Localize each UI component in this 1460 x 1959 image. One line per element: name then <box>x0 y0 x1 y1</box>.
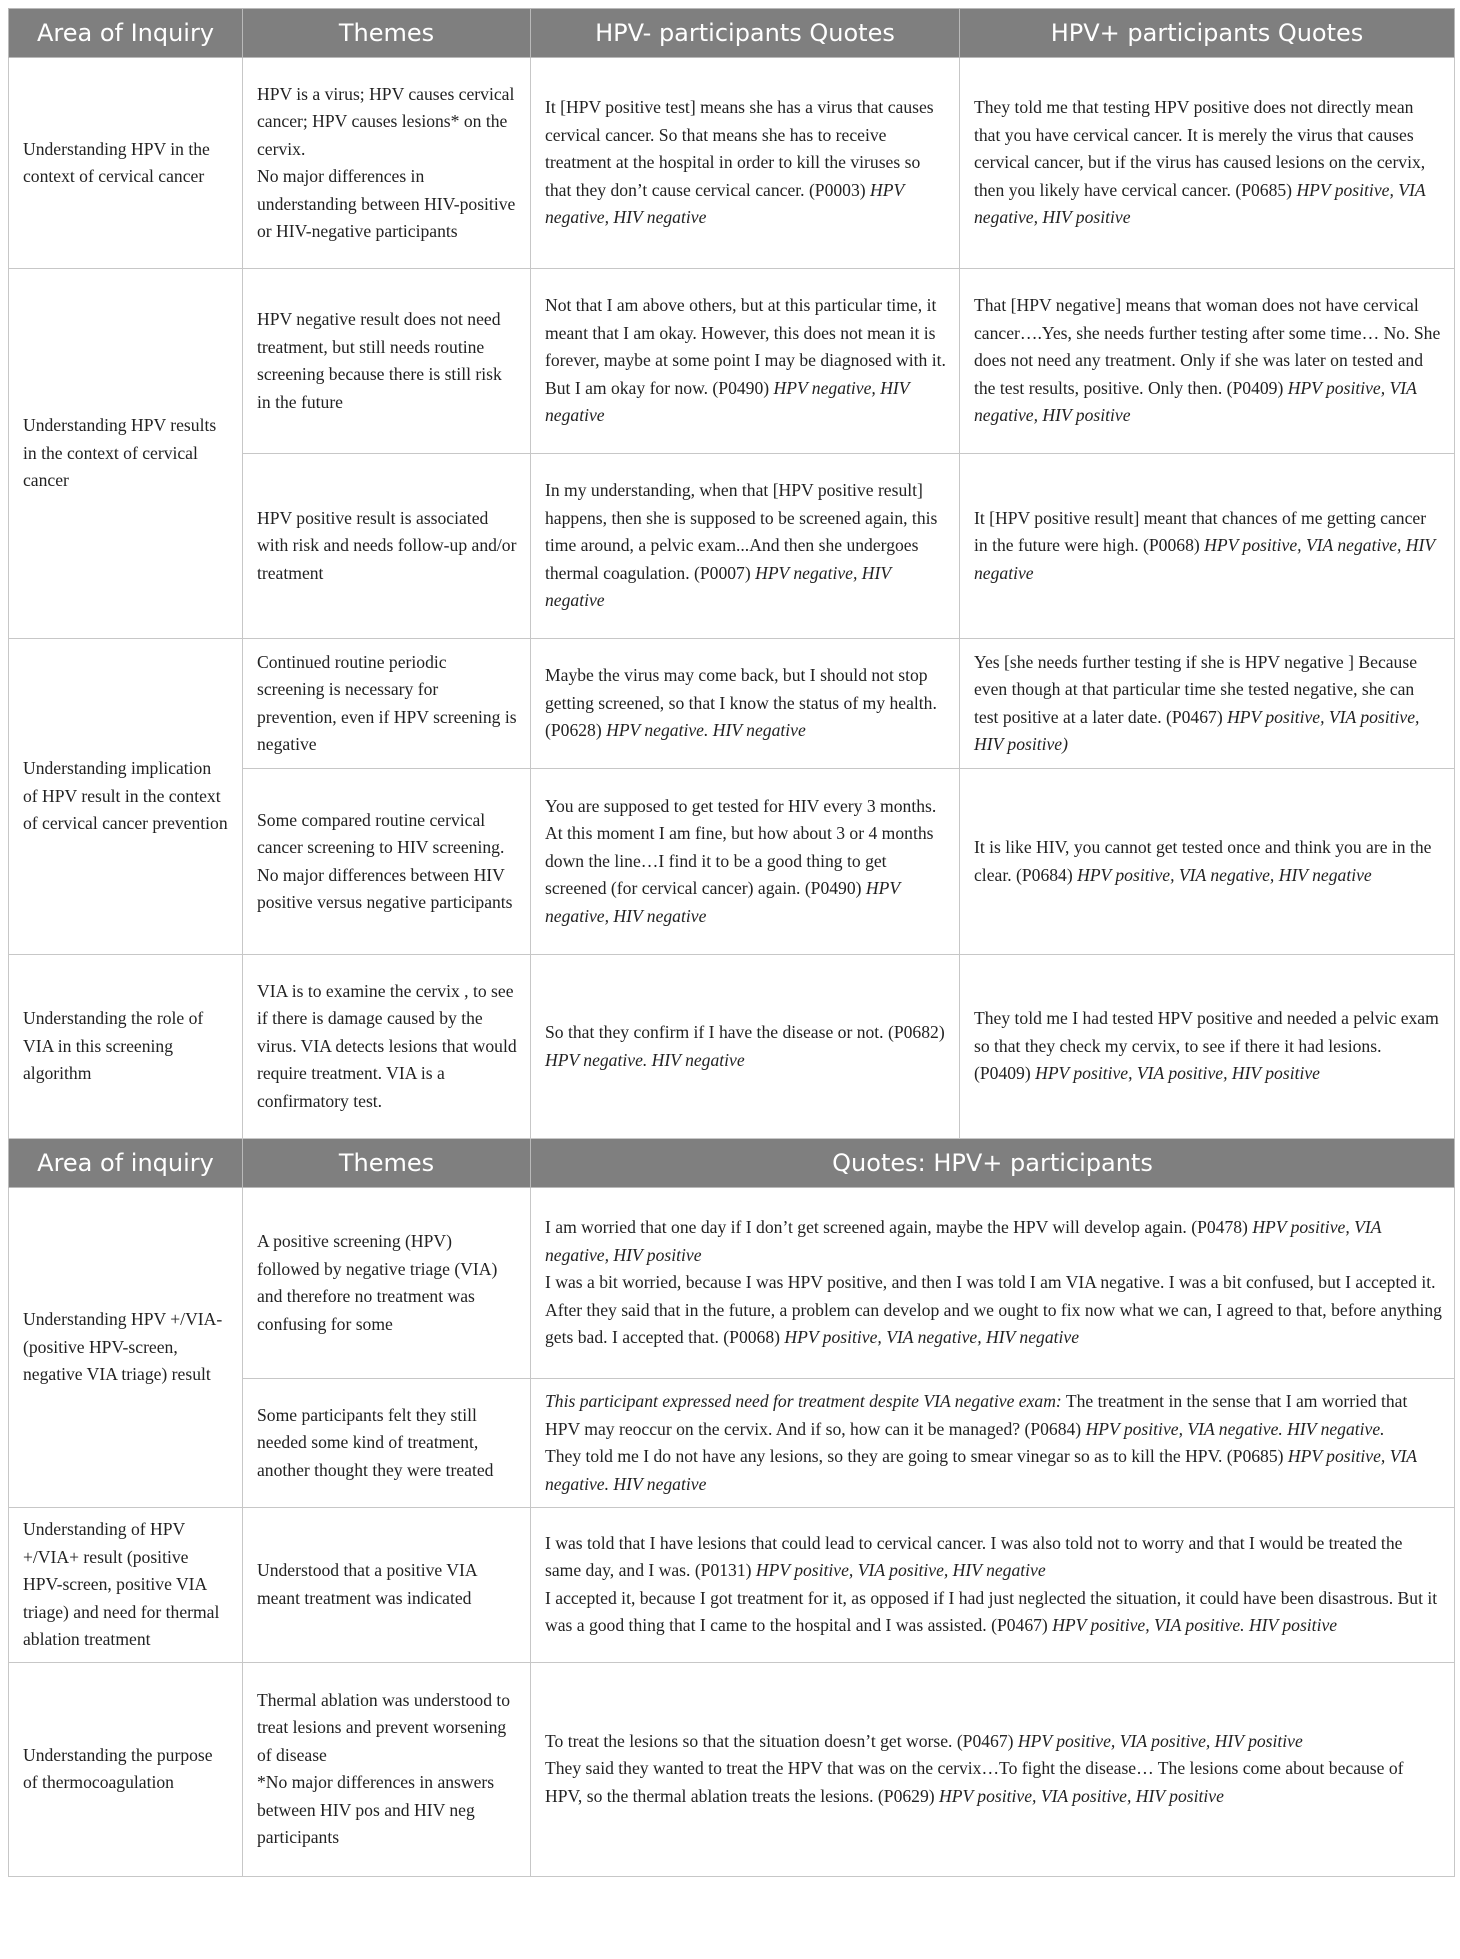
area-cell: Understanding the role of VIA in this screening algorithm <box>9 955 243 1139</box>
participant-tag: HPV positive, VIA positive, HIV positive <box>1035 1063 1320 1084</box>
theme-cell: HPV positive result is associated with risk and needs follow-up and/or treatment <box>243 454 531 639</box>
hpv-neg-quote-cell <box>531 769 960 955</box>
theme-note: No major differences between HIV positive versus negative participants <box>257 864 513 912</box>
participant-tag: HPV positive, VIA negative, HIV negative <box>1077 864 1372 885</box>
theme-cell: Understood that a positive VIA meant treatment was indicated <box>243 1508 531 1663</box>
header-themes-2: Themes <box>243 1139 531 1188</box>
hpv-neg-quote-cell <box>531 955 960 1139</box>
hpv-pos-quote-cell <box>531 1188 1455 1379</box>
participant-tag: HPV negative, HIV negative <box>545 377 910 426</box>
quote-text: They said they wanted to treat the HPV that was on the cervix…To fight the disease… The lesions come about because of HPV, so the thermal ablation treats the lesions. (P0629) <box>545 1758 1404 1806</box>
quote-text: The treatment in the sense that I am worried that HPV may reoccur on the cervix. And if so, how can it be managed? (P0684) <box>545 1391 1408 1439</box>
quote-item <box>545 1388 1442 1443</box>
quote-text: To treat the lesions so that the situation doesn’t get worse. (P0467) <box>545 1730 1014 1751</box>
area-cell: Understanding HPV results in the context of cervical cancer <box>9 269 243 639</box>
quote-item <box>545 1214 1442 1269</box>
quote-text: That [HPV negative] means that woman does not have cervical cancer….Yes, she needs further testing after some time… No. She does not need any treatment. Only if she was later on tested and the test results, positive. Only then. (P0409) <box>974 295 1441 398</box>
quote-text: It is like HIV, you cannot get tested once and think you are in the clear. (P0684) <box>974 837 1432 885</box>
theme-cell: Some participants felt they still needed some kind of treatment, another thought they were treated <box>243 1379 531 1508</box>
participant-tag: HPV positive, VIA positive. HIV positive <box>1052 1615 1338 1636</box>
area-cell: Understanding implication of HPV result in the context of cervical cancer prevention <box>9 639 243 955</box>
header-themes: Themes <box>243 9 531 58</box>
table1-header-row <box>9 9 1455 58</box>
theme-text: Some compared routine cervical cancer screening to HIV screening. <box>257 809 505 857</box>
participant-tag: HPV positive, VIA positive, HIV negative <box>755 1560 1046 1581</box>
quote-text: I am worried that one day if I don’t get screened again, maybe the HPV will develop again. (P0478) <box>545 1217 1248 1238</box>
participant-tag: HPV positive, VIA negative. HIV negative <box>545 1446 1417 1494</box>
participant-tag: HPV positive, VIA negative, HIV positive <box>974 377 1417 426</box>
theme-cell <box>243 769 531 955</box>
theme-cell: VIA is to examine the cervix , to see if there is damage caused by the virus. VIA detects lesions that would require treatment. VIA is a confirmatory test. <box>243 955 531 1139</box>
participant-tag: HPV positive, VIA positive, HIV positive <box>1017 1730 1303 1751</box>
quote-text: I was told that I have lesions that could lead to cervical cancer. I was also told not to worry and that I would be treated the same day, and I was. (P0131) <box>545 1532 1403 1581</box>
participant-tag: HPV positive, VIA negative, HIV positive <box>545 1217 1382 1265</box>
quote-text: In my understanding, when that [HPV positive result] happens, then she is supposed to be screened again, this time around, a pelvic exam...And then she undergoes thermal coagulation. (P0007) <box>545 480 938 583</box>
participant-tag: HPV positive, VIA negative, HIV negative <box>974 535 1435 583</box>
hpv-neg-quote-cell <box>531 454 960 639</box>
table2-header-row <box>9 1139 1455 1188</box>
quote-item <box>545 1755 1442 1810</box>
header-hpv-pos-quotes-2: Quotes: HPV+ participants <box>531 1139 1455 1188</box>
theme-cell: Continued routine periodic screening is necessary for prevention, even if HPV screening is negative <box>243 639 531 769</box>
quote-item <box>545 1269 1442 1352</box>
participant-tag: HPV positive, VIA negative. HIV negative. <box>1085 1418 1385 1439</box>
hpv-neg-quote-cell <box>531 58 960 269</box>
participant-tag: HPV positive, VIA negative, HIV negative <box>784 1327 1080 1348</box>
quote-item <box>545 1443 1442 1498</box>
theme-note: No major differences in understanding between HIV-positive or HIV-negative participants <box>257 166 516 241</box>
results-table-container <box>8 8 1454 1877</box>
hpv-pos-quote-cell <box>531 1379 1455 1508</box>
table-row <box>9 1662 1455 1876</box>
header-hpv-pos-quotes: HPV+ participants Quotes <box>960 9 1455 58</box>
theme-text: Thermal ablation was understood to treat lesions and prevent worsening of disease <box>257 1689 511 1765</box>
participant-tag: HPV negative, HIV negative <box>545 179 904 228</box>
participant-tag: HPV negative. HIV negative <box>606 720 806 741</box>
hpv-pos-quote-cell <box>960 639 1455 769</box>
quote-text: They told me I do not have any lesions, so they are going to smear vinegar so as to kill the HPV. (P0685) <box>545 1446 1284 1466</box>
quote-text: I accepted it, because I got treatment for it, as opposed if I had just neglected the situation, it could have been disastrous. But it was a good thing that I came to the hospital and I was assisted. (P0467) <box>545 1587 1438 1636</box>
theme-cell: A positive screening (HPV) followed by negative triage (VIA) and therefore no treatment was confusing for some <box>243 1188 531 1379</box>
quote-item <box>545 1585 1442 1640</box>
hpv-pos-quote-cell <box>531 1662 1455 1876</box>
quote-item <box>545 1728 1442 1756</box>
area-cell: Understanding the purpose of thermocoagulation <box>9 1662 243 1876</box>
participant-tag: HPV negative, HIV negative <box>545 562 891 611</box>
participant-tag: HPV negative, HIV negative <box>545 878 900 926</box>
table-row <box>9 1508 1455 1663</box>
theme-cell <box>243 1662 531 1876</box>
hpv-pos-quote-cell <box>960 769 1455 955</box>
quote-text: Maybe the virus may come back, but I should not stop getting screened, so that I know the status of my health. (P0628) <box>545 665 937 741</box>
quote-text: It [HPV positive result] meant that chances of me getting cancer in the future were high. (P0068) <box>974 507 1427 556</box>
theme-note: *No major differences in answers between HIV pos and HIV neg participants <box>257 1772 495 1847</box>
quote-text: Not that I am above others, but at this particular time, it meant that I am okay. However, this does not mean it is forever, maybe at some point I may be diagnosed with it. But I am okay for now. (P0490) <box>545 295 946 398</box>
table-row <box>9 1188 1455 1379</box>
participant-tag: HPV positive, VIA negative, HIV positive <box>974 179 1426 228</box>
header-hpv-neg-quotes: HPV- participants Quotes <box>531 9 960 58</box>
hpv-neg-quote-cell <box>531 639 960 769</box>
table-row <box>9 639 1455 769</box>
participant-tag: HPV positive, VIA positive, HIV positive) <box>974 706 1420 754</box>
hpv-pos-quote-cell <box>531 1508 1455 1663</box>
quote-intro: This participant expressed need for treatment despite VIA negative exam: <box>545 1391 1062 1411</box>
quote-text: They told me that testing HPV positive does not directly mean that you have cervical cancer. It is merely the virus that causes cervical cancer, but if the virus has caused lesions on the cervix, then you likely have cervical cancer. (P0685) <box>974 97 1426 200</box>
hpv-pos-quote-cell <box>960 58 1455 269</box>
theme-cell <box>243 58 531 269</box>
quote-text: You are supposed to get tested for HIV every 3 months. At this moment I am fine, but how about 3 or 4 months down the line…I find it to be a good thing to get screened (for cervical cancer) again. (P0490) <box>545 795 937 899</box>
table-row <box>9 269 1455 454</box>
theme-cell: HPV negative result does not need treatment, but still needs routine screening because there is still risk in the future <box>243 269 531 454</box>
quote-item <box>545 1530 1442 1585</box>
hpv-pos-quote-cell <box>960 454 1455 639</box>
header-area-of-inquiry-2: Area of inquiry <box>9 1139 243 1188</box>
quote-text: I was a bit worried, because I was HPV positive, and then I was told I am VIA negative. I was a bit confused, but I accepted it. After they said that in the future, a problem can develop and we ought to fix now what we can, I agreed to that, before anything gets bad. I accepted that. (P0068) <box>545 1272 1442 1348</box>
area-cell: Understanding HPV in the context of cervical cancer <box>9 58 243 269</box>
theme-text: HPV is a virus; HPV causes cervical cancer; HPV causes lesions* on the cervix. <box>257 83 515 159</box>
participant-tag: HPV negative. HIV negative <box>545 1049 745 1070</box>
hpv-pos-quote-cell <box>960 269 1455 454</box>
hpv-pos-quote-cell <box>960 955 1455 1139</box>
quote-text: Yes [she needs further testing if she is HPV negative ] Because even though at that particular time she tested negative, she can test positive at a later date. (P0467) <box>974 651 1418 727</box>
quote-text: So that they confirm if I have the disease or not. (P0682) <box>545 1022 945 1042</box>
area-cell: Understanding of HPV +/VIA+ result (positive HPV-screen, positive VIA triage) and need for thermal ablation treatment <box>9 1508 243 1663</box>
area-cell: Understanding HPV +/VIA- (positive HPV-screen, negative VIA triage) result <box>9 1188 243 1508</box>
results-table <box>8 8 1455 1877</box>
quote-text: It [HPV positive test] means she has a virus that causes cervical cancer. So that means she has to receive treatment at the hospital in order to kill the viruses so that they don’t cause cervical cancer. (P0003) <box>545 97 934 200</box>
participant-tag: HPV positive, VIA positive, HIV positive <box>939 1785 1224 1806</box>
table-row <box>9 58 1455 269</box>
quote-text: They told me I had tested HPV positive and needed a pelvic exam so that they check my cervix, to see if there it had lesions. (P0409) <box>974 1008 1439 1084</box>
table-row <box>9 955 1455 1139</box>
hpv-neg-quote-cell <box>531 269 960 454</box>
header-area-of-inquiry: Area of Inquiry <box>9 9 243 58</box>
